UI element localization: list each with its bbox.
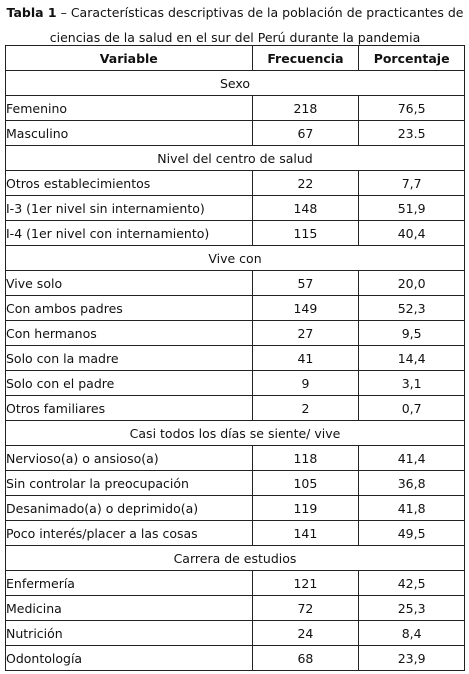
section-title: Casi todos los días se siente/ vive [6,421,465,446]
cell-porcentaje: 20,0 [359,271,465,296]
cell-variable: Nutrición [6,621,253,646]
cell-porcentaje: 52,3 [359,296,465,321]
cell-frecuencia: 121 [252,571,359,596]
section-title: Carrera de estudios [6,546,465,571]
cell-frecuencia: 22 [252,171,359,196]
section-row [6,71,465,96]
section-title: Sexo [6,71,465,96]
cell-variable: Medicina [6,596,253,621]
table-row [6,471,465,496]
cell-variable: Nervioso(a) o ansioso(a) [6,446,253,471]
cell-porcentaje: 41,8 [359,496,465,521]
cell-variable: I-3 (1er nivel sin internamiento) [6,196,253,221]
table-row [6,596,465,621]
cell-variable: Odontología [6,646,253,671]
section-row [6,421,465,446]
table-row [6,521,465,546]
cell-frecuencia: 149 [252,296,359,321]
cell-frecuencia: 115 [252,221,359,246]
table-row [6,296,465,321]
cell-variable: Desanimado(a) o deprimido(a) [6,496,253,521]
cell-variable: Solo con el padre [6,371,253,396]
table-row [6,346,465,371]
cell-frecuencia: 72 [252,596,359,621]
table-row [6,396,465,421]
table-body [6,71,465,671]
table-row [6,96,465,121]
table-row [6,196,465,221]
cell-porcentaje: 3,1 [359,371,465,396]
table-caption-text: – Características descriptivas de la población de practicantes de ciencias de la salud en el sur del Perú durante la pandemia [49,5,464,45]
table-row [6,446,465,471]
table-row [6,646,465,671]
section-row [6,246,465,271]
cell-frecuencia: 24 [252,621,359,646]
header-frecuencia: Frecuencia [252,46,359,71]
table-header-row [6,46,465,71]
cell-frecuencia: 2 [252,396,359,421]
cell-variable: Otros establecimientos [6,171,253,196]
cell-frecuencia: 148 [252,196,359,221]
cell-porcentaje: 41,4 [359,446,465,471]
table-row [6,371,465,396]
table-row [6,121,465,146]
cell-porcentaje: 42,5 [359,571,465,596]
section-row [6,146,465,171]
cell-porcentaje: 14,4 [359,346,465,371]
cell-frecuencia: 118 [252,446,359,471]
table-caption [4,0,466,50]
cell-frecuencia: 27 [252,321,359,346]
section-row [6,546,465,571]
cell-porcentaje: 36,8 [359,471,465,496]
cell-frecuencia: 41 [252,346,359,371]
section-title: Vive con [6,246,465,271]
cell-porcentaje: 40,4 [359,221,465,246]
table-row [6,271,465,296]
cell-porcentaje: 8,4 [359,621,465,646]
cell-variable: Masculino [6,121,253,146]
cell-frecuencia: 68 [252,646,359,671]
cell-variable: I-4 (1er nivel con internamiento) [6,221,253,246]
header-variable: Variable [6,46,253,71]
cell-variable: Vive solo [6,271,253,296]
data-table [5,45,465,671]
table-row [6,496,465,521]
cell-variable: Poco interés/placer a las cosas [6,521,253,546]
cell-porcentaje: 49,5 [359,521,465,546]
cell-porcentaje: 51,9 [359,196,465,221]
cell-variable: Solo con la madre [6,346,253,371]
cell-frecuencia: 67 [252,121,359,146]
cell-porcentaje: 23.5 [359,121,465,146]
cell-variable: Femenino [6,96,253,121]
cell-frecuencia: 218 [252,96,359,121]
cell-porcentaje: 23,9 [359,646,465,671]
section-title: Nivel del centro de salud [6,146,465,171]
cell-variable: Enfermería [6,571,253,596]
cell-porcentaje: 9,5 [359,321,465,346]
table-row [6,171,465,196]
cell-frecuencia: 9 [252,371,359,396]
cell-porcentaje: 25,3 [359,596,465,621]
cell-porcentaje: 0,7 [359,396,465,421]
cell-frecuencia: 57 [252,271,359,296]
table-caption-label: Tabla 1 [6,5,57,20]
cell-frecuencia: 119 [252,496,359,521]
header-porcentaje: Porcentaje [359,46,465,71]
cell-variable: Con ambos padres [6,296,253,321]
cell-frecuencia: 105 [252,471,359,496]
table-row [6,621,465,646]
cell-frecuencia: 141 [252,521,359,546]
table-row [6,221,465,246]
table-row [6,571,465,596]
cell-porcentaje: 7,7 [359,171,465,196]
cell-variable: Con hermanos [6,321,253,346]
cell-porcentaje: 76,5 [359,96,465,121]
cell-variable: Otros familiares [6,396,253,421]
cell-variable: Sin controlar la preocupación [6,471,253,496]
table-row [6,321,465,346]
